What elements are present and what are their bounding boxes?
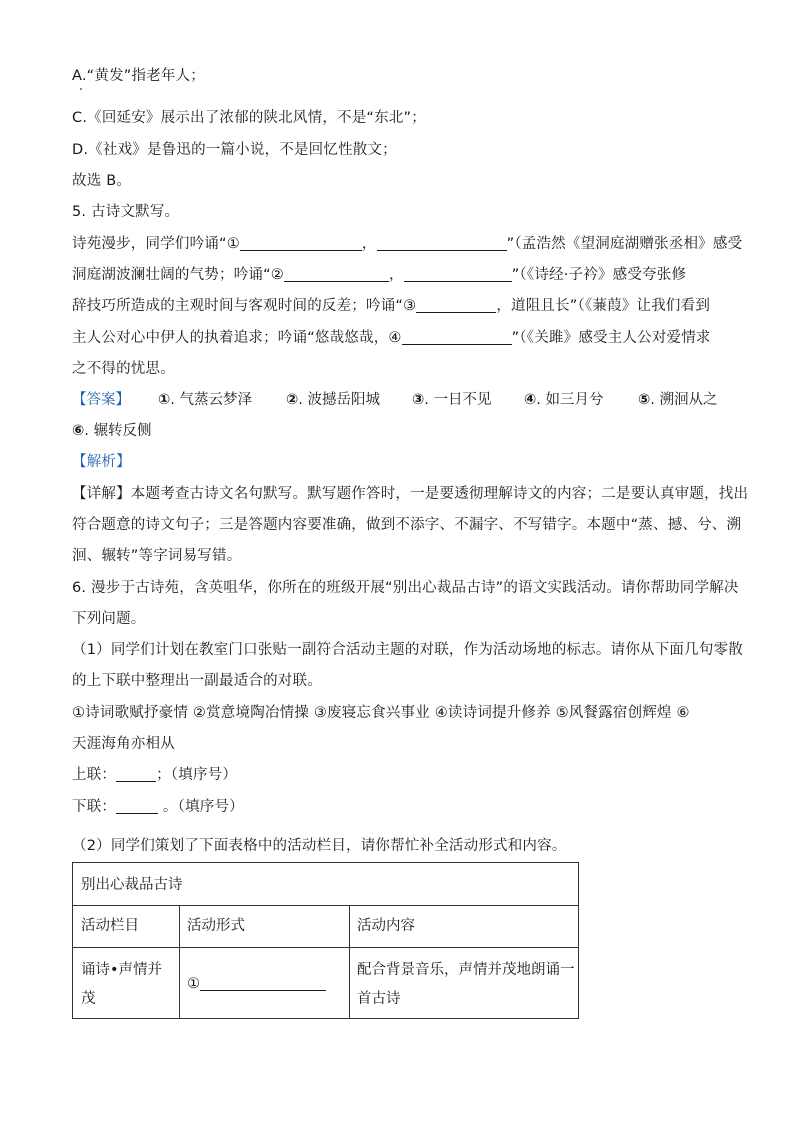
upper-couplet-note: ；（填序号）	[156, 767, 238, 783]
q5-text: ”（孟浩然《望洞庭湖赠张丞相》感受	[506, 236, 743, 252]
q5-sep: ，	[361, 236, 377, 252]
q5-text: ”（《诗经·子衿》感受夸张修	[511, 267, 687, 283]
answer-blank	[402, 328, 512, 345]
table-header-content: 活动内容	[357, 918, 415, 934]
answer-blank	[404, 265, 512, 282]
answer-item-5: ⑤. 溯洄从之	[638, 392, 718, 408]
activity-table	[72, 862, 579, 1019]
table-cell-form	[187, 974, 326, 994]
detail-line-1: 【详解】本题考查古诗文名句默写。默写题作答时，一是要透彻理解诗文的内容；二是要认真审题，找出	[72, 486, 749, 502]
option-a-text: A.“黄发”指老年人；	[72, 68, 205, 84]
lower-couplet-line	[72, 797, 244, 817]
q6-part1-line-1: （1）同学们计划在教室门口张贴一副符合活动主题的对联，作为活动场地的标志。请你从下面几句零散	[72, 642, 743, 658]
table-cell-content: 配合背景音乐，声情并茂地朗诵一	[357, 962, 575, 978]
answer-blank	[200, 974, 326, 991]
q5-text: 诗苑漫步，同学们吟诵“①	[72, 236, 240, 252]
answer-item-3: ③. 一日不见	[412, 392, 492, 408]
question-5-line-4	[72, 328, 711, 348]
q5-text: ”（《关雎》感受主人公对爱情求	[511, 330, 711, 346]
table-divider	[349, 905, 350, 1018]
question-5-line-5: 之不得的忧思。	[72, 361, 175, 377]
question-5-line-3	[72, 296, 710, 316]
answer-blank	[240, 234, 362, 251]
table-divider	[73, 905, 578, 906]
blank-number: ①	[187, 976, 200, 992]
upper-couplet-label: 上联：	[72, 767, 117, 783]
answer-blank	[377, 234, 507, 251]
answer-blank	[416, 296, 496, 313]
question-6-line-1: 6. 漫步于古诗苑，含英咀华，你所在的班级开展“别出心裁品古诗”的语文实践活动。请你帮助同学解决	[72, 580, 739, 596]
answer-blank	[116, 765, 156, 782]
q5-text: 主人公对心中伊人的执着追求；吟诵“悠哉悠哉，④	[72, 330, 402, 346]
detail-line-2: 符合题意的诗文句子；三是答题内容要准确，做到不添字、不漏字、不写错字。本题中“蒸、撼、兮、溯	[72, 517, 742, 533]
lower-couplet-label: 下联：	[72, 799, 117, 815]
answer-item-4: ④. 如三月兮	[524, 392, 604, 408]
q6-options-line-1: ①诗词歌赋抒豪情 ②赏意境陶冶情操 ③废寝忘食兴事业 ④读诗词提升修养 ⑤风餐露宿创辉煌 ⑥	[72, 705, 690, 721]
answer-label: 【答案】	[72, 392, 130, 408]
option-c-text: C.《回延安》展示出了浓郁的陕北风情，不是“东北”；	[72, 110, 426, 126]
answer-item-2: ②. 波撼岳阳城	[286, 392, 380, 408]
answer-item-6: ⑥. 辗转反侧	[72, 423, 152, 439]
table-divider	[73, 947, 578, 948]
detail-line-3: 洄、辗转”等字词易写错。	[72, 548, 242, 564]
table-cell-column: 诵诗•声情并	[81, 962, 163, 978]
answer-item-1: ①. 气蒸云梦泽	[158, 392, 252, 408]
question-5-line-2	[72, 265, 686, 285]
table-header-column: 活动栏目	[81, 918, 139, 934]
choice-conclusion: 故选 B。	[72, 173, 132, 189]
answer-blank	[284, 265, 389, 282]
q5-text: ，道阻且长”（《蒹葭》让我们看到	[496, 298, 711, 314]
q6-part2-line: （2）同学们策划了下面表格中的活动栏目，请你帮忙补全活动形式和内容。	[72, 838, 567, 854]
question-5-title: 5. 古诗文默写。	[72, 204, 180, 220]
analysis-label: 【解析】	[72, 454, 131, 470]
question-6-line-2: 下列问题。	[72, 611, 146, 627]
table-cell-column-cont: 茂	[81, 991, 96, 1007]
answer-blank	[116, 797, 158, 814]
lower-couplet-note: 。（填序号）	[158, 799, 244, 815]
q6-options-line-2: 天涯海角亦相从	[72, 736, 175, 752]
dot-mark	[80, 88, 82, 90]
question-5-line-1	[72, 234, 742, 254]
table-cell-content-cont: 首古诗	[357, 991, 401, 1007]
q5-text: 洞庭湖波澜壮阔的气势；吟诵“②	[72, 267, 285, 283]
q5-text: 辞技巧所造成的主观时间与客观时间的反差；吟诵“③	[72, 298, 417, 314]
table-title: 别出心裁品古诗	[81, 877, 183, 893]
option-d-text: D.《社戏》是鲁迅的一篇小说，不是回忆性散文；	[72, 142, 397, 158]
q6-part1-line-2: 的上下联中整理出一副最适合的对联。	[72, 673, 322, 689]
table-header-form: 活动形式	[187, 918, 245, 934]
upper-couplet-line	[72, 765, 237, 785]
q5-sep: ，	[389, 267, 404, 283]
table-divider	[179, 905, 180, 1018]
